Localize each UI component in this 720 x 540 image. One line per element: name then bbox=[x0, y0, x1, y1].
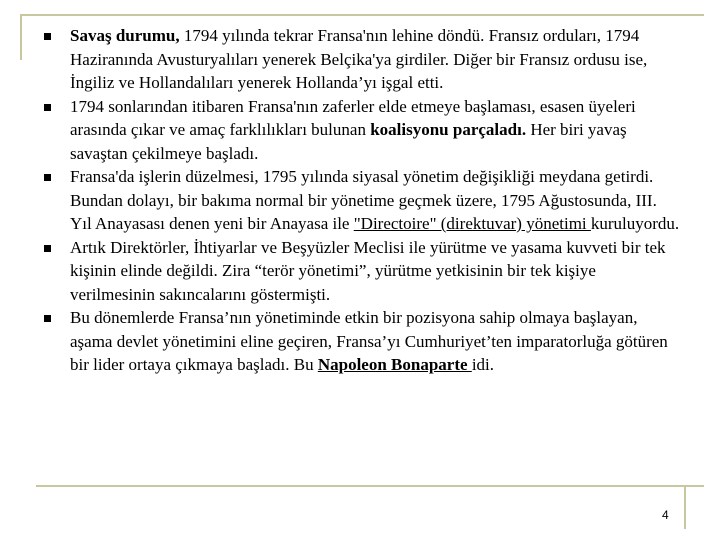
napoleon-link-text[interactable]: Napoleon Bonaparte bbox=[317, 355, 472, 374]
bullet-text: Fransa'da işlerin düzelmesi, 1795 yılında siyasal yönetim değişikliği meydana getirdi. Bundan dolayı, bir bakıma normal bir yönetime geçmek üzere, 1795 Ağustosunda, III. Yıl Anayasası denen yeni bir Anayasa ile bbox=[70, 167, 657, 233]
bullet-text-bold: koalisyonu parçaladı. bbox=[370, 120, 527, 139]
top-left-border-line bbox=[20, 14, 22, 60]
bullet-list bbox=[40, 24, 680, 377]
square-bullet-icon bbox=[44, 315, 51, 322]
directoire-link-text[interactable]: "Directoire" (direktuvar) yönetimi bbox=[353, 214, 591, 233]
square-bullet-icon bbox=[44, 33, 51, 40]
bottom-border-line bbox=[36, 485, 704, 487]
bullet-text: idi. bbox=[471, 355, 495, 374]
bullet-text: kuruluyordu. bbox=[590, 214, 680, 233]
square-bullet-icon bbox=[44, 245, 51, 252]
bottom-right-border-line bbox=[684, 485, 686, 529]
bullet-text: Artık Direktörler, İhtiyarlar ve Beşyüzler Meclisi ile yürütme ve yasama kuvveti bir tek kişinin elinde değildi. Zira “terör yönetimi”, yürütme yetkisinin bir tek kişiye verilmesinin sakıncalarını göstermişti. bbox=[70, 237, 666, 304]
bullet-text: 1794 yılında tekrar Fransa'nın lehine döndü. Fransız orduları, 1794 Haziranında Avusturyalıları yenerek Belçika'ya girdiler. Diğer bir Fransız ordusu ise, İngiliz ve Hollandalıları yenerek Hollanda’yı işgal etti. bbox=[70, 26, 648, 92]
bullet-item bbox=[40, 95, 680, 166]
bullet-item bbox=[40, 24, 680, 95]
square-bullet-icon bbox=[44, 104, 51, 111]
bullet-item bbox=[40, 165, 680, 236]
bullet-text-bold: Savaş durumu, bbox=[70, 26, 180, 45]
bullet-text: Bu dönemlerde Fransa’nın yönetiminde etkin bir pozisyona sahip olmaya başlayan, aşama devlet yönetimini eline geçiren, Fransa’yı Cumhuriyet’ten imparatorluğa götüren bir lider ortaya çıkmaya başladı. Bu bbox=[70, 308, 668, 374]
bullet-item bbox=[40, 306, 680, 377]
top-border-line bbox=[20, 14, 704, 16]
bullet-text: 1794 sonlarından itibaren Fransa'nın zaferler elde etmeye başlaması, esasen üyeleri arasında çıkar ve amaç farklılıkları bulunan bbox=[70, 96, 636, 139]
bullet-text: Her biri yavaş savaştan çekilmeye başladı. bbox=[70, 120, 627, 163]
square-bullet-icon bbox=[44, 174, 51, 181]
bullet-item bbox=[40, 236, 680, 307]
page-number: 4 bbox=[662, 508, 669, 522]
